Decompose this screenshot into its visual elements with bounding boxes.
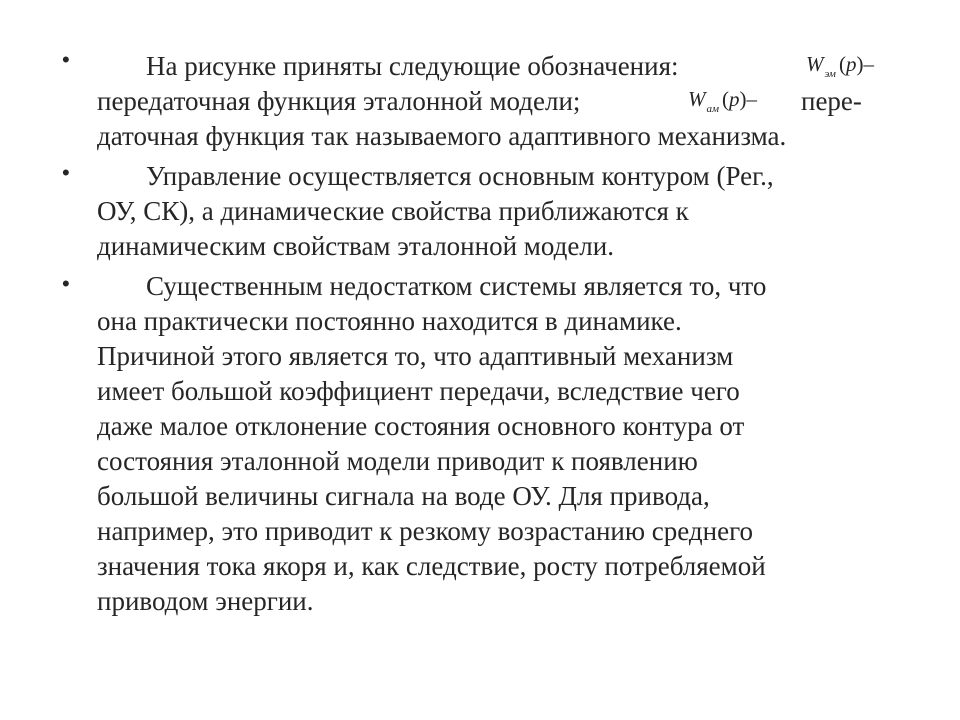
formula-reference-model: [806, 52, 874, 80]
formula-symbol: W: [688, 87, 706, 111]
bullet-2-line-3: динамическим свойствам эталонной модели.: [97, 231, 614, 261]
bullet-3-line-6: состояния эталонной модели приводит к появлению: [97, 446, 698, 476]
formula-subscript: ам: [706, 103, 720, 115]
bullet-3-line-2: она практически постоянно находится в динамике.: [97, 306, 682, 336]
bullet-3-line-10: приводом энергии.: [97, 586, 314, 616]
bullet-3-line-8: например, это приводит к резкому возрастанию среднего: [97, 516, 753, 546]
bullet-marker: •: [62, 47, 70, 72]
bullet-1-line-2: передаточная функция эталонной модели;: [97, 86, 581, 116]
bullet-marker: •: [62, 160, 70, 185]
bullet-1-line-3: даточная функция так называемого адаптивного механизма.: [97, 121, 787, 151]
bullet-2-line-2: ОУ, СК), а динамические свойства приближаются к: [97, 196, 689, 226]
bullet-3-line-4: имеет большой коэффициент передачи, вследствие чего: [97, 376, 740, 406]
formula-adaptive-mechanism: [688, 87, 757, 115]
formula-close-paren: ): [856, 52, 864, 76]
formula-dash: –: [863, 52, 874, 76]
formula-close-paren: ): [739, 87, 747, 111]
bullet-1-line-1: На рисунке приняты следующие обозначения:: [146, 51, 679, 81]
bullet-marker: •: [62, 271, 70, 296]
bullet-3-line-7: большой величины сигнала на воде ОУ. Для привода,: [97, 481, 710, 511]
formula-argument: p: [729, 87, 740, 111]
bullet-1-line-2-tail: пере-: [801, 86, 862, 116]
bullet-2-line-1: Управление осуществляется основным контуром (Рег.,: [146, 161, 774, 191]
bullet-3-line-1: Существенным недостатком системы является то, что: [146, 271, 767, 301]
formula-symbol: W: [806, 52, 824, 76]
formula-argument: p: [845, 52, 857, 76]
formula-open-paren: (: [838, 52, 846, 76]
formula-subscript: эм: [824, 68, 836, 80]
bullet-3-line-3: Причиной этого является то, что адаптивный механизм: [97, 341, 734, 371]
bullet-3-line-5: даже малое отклонение состояния основного контура от: [97, 411, 745, 441]
formula-open-paren: (: [722, 87, 730, 111]
formula-dash: –: [746, 87, 758, 111]
bullet-3-line-9: значения тока якоря и, как следствие, росту потребляемой: [97, 551, 766, 581]
